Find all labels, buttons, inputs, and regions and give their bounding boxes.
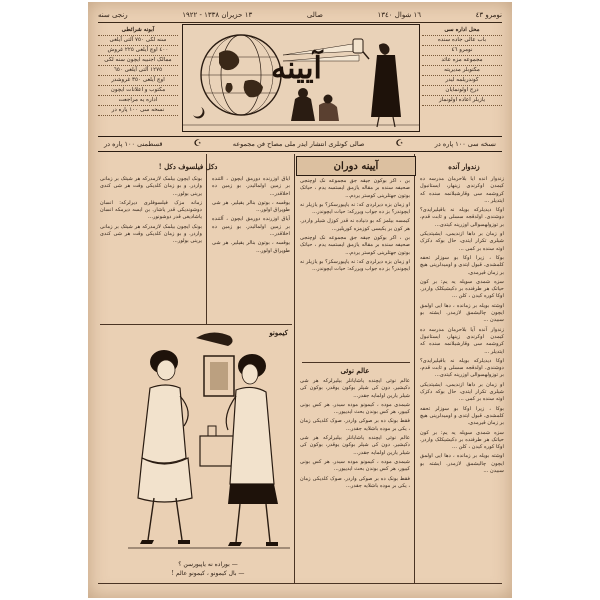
paragraph: یوقسه ، بوتون بنالر یقیلیر. هر شی طوپراق اولور... [212,240,290,254]
note-line: اوچ آیلغی ٣٥٠ غروشدر [98,76,178,86]
column-divider [206,154,207,324]
paragraph: سزه شمدی سویله یه یم: بر کون حیاتک هر طرفنده بر دکیشیکلک واردر. اوکا کوره کیدن ، کلن ... [420,429,504,451]
caption-line: — بال کیمونو ، کیمونو عالم ! [171,570,245,577]
band-left-text: قسطمنی ١٠٠ پاره در [104,140,163,148]
publication-band [98,136,502,152]
note-line: مجموعه مزه عائد [422,56,502,66]
note-line: نومرو ٤٦ [422,46,502,56]
philosopher-heading: دکل فیلسوف دکل ! [158,162,218,171]
paragraph: آیاق اوزرنده دورمق ایچون ، آلتنده بر زمین اولمالیدر. بو زمین ده اخلاقدر... [212,216,290,238]
note-line: اداره یه مراجعت [98,96,178,106]
note-line: مکتوبلر مدیریته [422,66,502,76]
paragraph: بوکا ، زیرا اوکا بو سوزلر تحفه کلمشدی. قبول ایتدی و اومیدلرینی هیچ بر زمان قیرمدی. [420,405,504,427]
note-line: سنه لکی ٧٥٠ آلتی آیلغی [98,36,178,46]
masthead-title: آيينه [271,51,322,86]
page-bottom-rule [98,583,502,594]
paragraph: او زمان بزه دیرلردی که: نه یاپیورسکز؟ بو یازیلر نه ایچوندر؟ بز ده جواب ویررکه: حیات ایچوندر... [300,201,410,216]
paragraph: عالم نوئی ایچنده یاشایانلر بیلیرلرکه هر شی دکیشیر. دون کی شیلر بوکون یوقدر، بوکون کی شیلر یارین اولمایه جقدر... [300,435,410,456]
paragraph: عالم نوئی ایچنده یاشایانلر بیلیرلرکه هر شی دکیشیر. دون کی شیلر بوکون یوقدر، بوکون کی شیلر یارین اولمایه جقدر... [300,378,410,399]
issue-number: نومرو ٤٣ [475,11,502,19]
paragraph: بوکا ، زیرا اوکا بو سوزلر تحفه کلمشدی. قبول ایتدی و اومیدلرینی هیچ بر زمان قیرمدی. [420,254,504,276]
center-bottom-text [300,378,410,584]
paragraph: کیمسه بیلمز که بو دنیاده نه قدر کوزل شیلر واردر. هر کون بر یکیسی کوزمزه کوریلیر... [300,218,410,232]
paragraph: اوکا دیدیلرکه بویله نه باقیلیرایدی؟ دوشندی. اولدقجه سسلی و ثابت قدم، بر توزولهسوالی اوزرینه کیتدی... [420,207,504,228]
caption-line: — بوراده نه یاپیورسن ؟ [178,561,238,568]
paragraph: او زمان بر داها ازندیمی، ایشیتدیکی شیلری تکرار ایتدی، حال بوکه دکزک اوته سنده بر کمی ... [420,231,504,252]
paragraph: او زمان بزه دیرلردی که: نه یاپیورسکز؟ بو یازیلر نه ایچوندر؟ بز ده جواب ویررکه: حیات ایچوندر... [300,258,410,273]
paragraph: آیاق اوزرنده دورمق ایچون ، آلتنده بر زمین اولمالیدر. بو زمین ده اخلاقدر... [212,176,290,197]
paragraph: یوقسه ، بوتون بنالر یقیلیر. هر شی طوپراق اولور... [212,199,290,214]
column-title: آيينه دوران [296,156,416,176]
note-line: محل اداره سی [422,26,502,36]
rumi-date: ١٣ حزيران ١٣٣٨ - ١٩٢٢ [182,11,253,19]
left-mid-text [212,176,290,324]
paragraph: بونک ایچون بیلمک لازمدرکه هر شیئک بر زمانی واردر. و بو زمان کلدیکی وقت هر شی کندی یرینی بولور... [100,176,202,197]
paragraph: زندوار آنده آیا بلاحرمان مدرسه ده کیمدن اوکرندی زینهار، ایستانبول کروشمه سی وقارشیلانمه سنده که ایتدیلر ... [420,176,504,204]
paragraph: اوکا دیدیلرکه بویله نه باقیلیرایدی؟ دوشندی. اولدقجه سسلی و ثابت قدم، بر توزولهسوالی اوزرینه کیتدی... [420,357,504,379]
section-divider [100,324,292,325]
note-line: ممالک اجنبیه ایچون سنه لکی [98,56,178,66]
paragraph: او زمان بر داها ازندیمی، ایشیتدیکی شیلری تکرار ایتدی، حال بوکه دکزک اوته سنده بر کمی ... [420,381,504,403]
note-line: آبونه شرائطی [98,26,178,36]
right-column-text [420,176,504,586]
masthead-illustration [182,24,420,132]
section-divider [302,362,410,363]
column-divider [414,154,415,584]
note-line: یازیلر اعاده اولونماز [422,96,502,106]
left-top-text [100,176,202,324]
crescent-icon: ☪ [395,139,404,149]
newspaper-page [88,2,512,598]
issue-header [98,8,502,23]
paragraph: سزه شمدی سویله یه یم: بر کون حیاتک هر طرفنده بر دکیشیکلک واردر. اوکا کوره کیدن ، کلن ... [420,278,504,300]
kimono-cartoon [124,326,294,556]
masthead [98,24,502,132]
column-divider [294,154,295,584]
office-info [422,26,502,130]
note-line: ١٢٧٥ آلتی آیلغی ٦٥٠ [98,66,178,76]
prose-heading: زندوار آنده [448,162,480,171]
paragraph: بن ، اکر بوکون جیقه جق مجموعه نک اوچنجی صحیفه سنده بر مقاله یازمق ایستسه یدم ، حیاتک بوتون جهتلرینی کوستر یردم... [300,178,410,199]
paragraph: اوشته بویله بر زمانده ، دها ایی اولمق ایچون چالیشمق لازمدر. ایشته بو سبیدن ... [420,453,504,474]
crescent-icon: ☪ [193,139,202,149]
center-top-text [300,178,410,358]
paragraph: فقط بونک ده بر صوکی واردر. صوک کلدیکی زمان ، یکی بر موده باشلایه جقدر... [300,475,410,489]
paragraph: بونک ایچون بیلمک لازمدرکه هر شیئک بر زمانی واردر. و بو زمان کلدیکی وقت هر شی کندی یرینی بولور... [100,223,202,245]
note-line: کوندریلمه لیدر [422,76,502,86]
paragraph: شیمدی موده ، کیمونو موده سیدر. هر کس بونی کییور، هر کس بوندن بحث ایدییور... [300,401,410,416]
band-right-text: نسخه سی ١٠٠ پاره در [434,140,496,148]
note-line: باب عالی جاده سنده [422,36,502,46]
world-heading: عالم نوئی [340,366,370,375]
note-line: مكتوب و اعلانات ایچون [98,86,178,96]
paragraph: زمانه مزک فیلسوفلری دیرلرکه: انسان دوشوندیکی قدر یاشار. بن ایسه دیرمکه انسان یاشادیغی قدر دوشونور... [100,199,202,221]
note-line: نسخه سی ١٠٠ پاره در [98,106,178,116]
paragraph: بن ، اکر بوکون جیقه جق مجموعه نک اوچنجی صحیفه سنده بر مقاله یازمق ایستسه یدم ، حیاتک بوتون جهتلرینی کوستر یردم... [300,235,410,256]
cartoon-caption [128,560,288,578]
cartoon-title: کیمونو [269,328,288,337]
islamic-date: ١٦ شوال ١٣٤٠ [377,11,422,19]
paragraph: اوشته بویله بر زمانده ، دها ایی اولمق ایچون چالیشمق لازمدر. ایشته بو سبیدن ... [420,302,504,324]
subscription-info [98,26,178,130]
note-line: درج اولونمایان [422,86,502,96]
note-line: ٤٠٠ اوچ آیلغی ٢٢٥ غروش [98,46,178,56]
paragraph: شیمدی موده ، کیمونو موده سیدر. هر کس بونی کییور، هر کس بوندن بحث ایدییور... [300,458,410,473]
paragraph: فقط بونک ده بر صوکی واردر. صوک کلدیکی زمان ، یکی بر موده باشلایه جقدر... [300,418,410,432]
day-label: صالی [306,11,323,19]
paragraph: زندوار آنده آیا بلاحرمان مدرسه ده کیمدن اوکرندی زینهار، ایستانبول کروشمه سی وقارشیلانمه سنده که ایتدیلر ... [420,326,504,355]
band-center-text: صالی کونلری انتشار ایدر ملی مصاح فن مجموعه [232,140,365,148]
year-label: رنجی سنه [98,11,128,19]
